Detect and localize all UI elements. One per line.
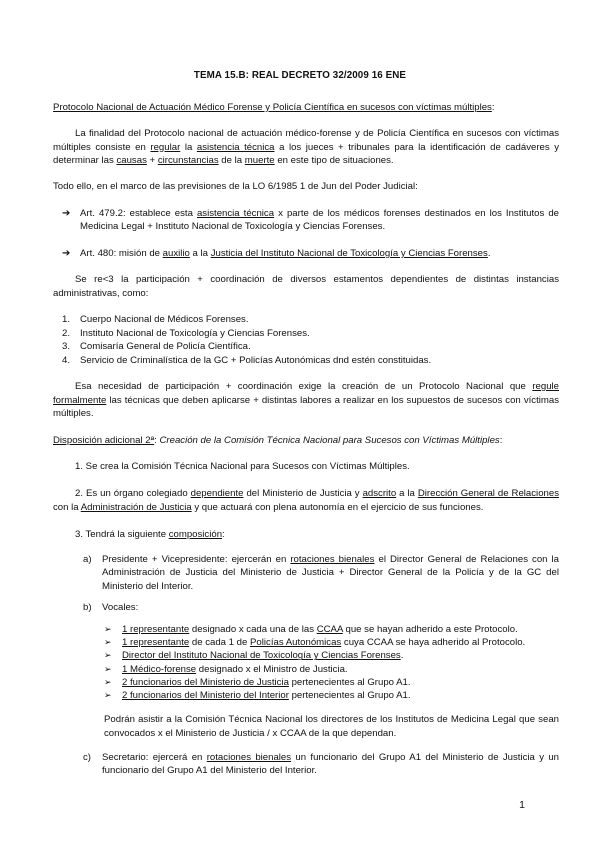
marco-paragraph: Todo ello, en el marco de las previsiones de la LO 6/1985 1 de Jun del Poder Judicial: (53, 181, 418, 192)
arrowhead-icon: ➢ (104, 637, 112, 648)
intro-underline: regular (150, 141, 181, 153)
text: Esa necesidad de participación + coordinación exige la creación de un Protocolo Nacional que (75, 381, 526, 392)
text: Secretario: ejercerá en (102, 752, 203, 763)
sub-label: a) (83, 554, 92, 565)
underline: CCAA (316, 624, 343, 635)
text: : (499, 435, 503, 446)
underline: Policías Autonómicas (250, 637, 342, 649)
text: a la (399, 488, 415, 499)
composicion-c (83, 751, 559, 778)
vocal-text (122, 676, 411, 689)
text: y que actuará con plena autonomía en el ejercicio de sus funciones. (194, 501, 484, 513)
vocal-text (122, 663, 348, 676)
underline: Director del Instituto Nacional de Toxicología y Ciencias Forenses (122, 650, 401, 662)
participacion-paragraph: Se re<3 la participación + coordinación de diversos estamentos dependientes de distintas instancias administrativas, como: (53, 274, 559, 299)
underline: 1 Médico-forense (122, 663, 197, 675)
list-text: Cuerpo Nacional de Médicos Forenses. (80, 314, 249, 325)
text: . (487, 248, 491, 259)
arrow-icon: ➔ (62, 208, 71, 219)
sub-label: b) (83, 602, 92, 613)
organismos-list (62, 313, 552, 367)
text: 3. Tendrá la siguiente (75, 529, 167, 540)
intro-paragraph (53, 127, 559, 168)
disposicion-label: Disposición adicional 2ª (53, 435, 155, 446)
intro-underline: circunstancias (157, 155, 219, 167)
arrow-item-art-480 (62, 247, 559, 260)
vocales-list (104, 623, 559, 702)
underline: regule formalmente (53, 381, 559, 406)
intro-text: de la (221, 155, 243, 167)
composicion-a (83, 553, 559, 593)
arrowhead-icon: ➢ (104, 624, 112, 634)
arrowhead-icon: ➢ (104, 663, 112, 674)
underline: asistencia técnica (196, 208, 275, 219)
vocal-text (122, 649, 403, 662)
document-title: TEMA 15.B: REAL DECRETO 32/2009 16 ENE (193, 70, 407, 81)
section-heading (53, 101, 559, 115)
necesidad-paragraph (53, 380, 559, 421)
point-3 (53, 528, 559, 542)
underline: 1 representante (122, 637, 190, 649)
underline: auxilio (162, 248, 190, 259)
list-item (62, 354, 552, 368)
heading-colon: : (491, 102, 495, 113)
text: Art. 480: misión de (80, 248, 160, 259)
list-item (62, 313, 552, 327)
list-item (104, 636, 559, 649)
text: del Ministerio de Justicia y (246, 488, 360, 499)
underline: rotaciones bienales (290, 554, 375, 565)
underline: composición (168, 529, 223, 540)
arrowhead-icon: ➢ (104, 650, 112, 661)
text: 2. Es un órgano colegiado (75, 488, 188, 499)
text: pertenecientes al Grupo A1. (291, 676, 411, 688)
sub-text (102, 751, 559, 778)
text: x parte de los médicos forenses destinados en los Institutos de Medicina Legal + Instituto Nacional de Toxicología y Ciencias Forenses. (80, 208, 560, 233)
text: designado x el Ministro de Justicia. (198, 663, 348, 675)
intro-underline: causas (116, 155, 147, 167)
intro-text: en este tipo de situaciones. (277, 155, 394, 167)
intro-underline: asistencia técnica (196, 141, 275, 153)
intro-text: La finalidad del Protocolo nacional de actuación médico-forense y de Policía Científica en sucesos con víctimas múltiples consiste en (53, 128, 559, 153)
sub-text (102, 553, 559, 593)
disposicion-heading (53, 434, 559, 448)
underline: 2 funcionarios del Ministerio de Justicia (122, 676, 289, 688)
underline: Administración de Justicia (80, 501, 192, 513)
intro-underline: muerte (244, 155, 275, 167)
point-2 (53, 487, 559, 514)
arrow-item-art-479 (62, 207, 559, 234)
list-text: Servicio de Criminalística de la GC + Policías Autonómicas dnd estén constituidas. (80, 354, 432, 366)
underline: Justicia del Instituto Nacional de Toxicología y Ciencias Forenses (210, 248, 488, 259)
list-text: Instituto Nacional de Toxicología y Ciencias Forenses. (80, 327, 310, 339)
arrowhead-icon: ➢ (104, 690, 112, 701)
text: el Director General de Relaciones con la Administración de Justicia del Ministerio de Justicia + Director General de la Policía y de la GC del Ministerio del Interior. (102, 554, 560, 592)
list-item (104, 649, 559, 662)
arrowhead-icon: ➢ (104, 676, 112, 687)
text: con la (53, 501, 79, 513)
text: un funcionario del Grupo A1 del Ministerio de Justicia y un funcionario del Grupo A1 del Ministerio del Interior. (102, 752, 560, 777)
intro-text: la (184, 141, 193, 153)
list-number: 1. (62, 314, 71, 325)
intro-text: + (149, 155, 156, 167)
text: Presidente + Vicepresidente: ejercerán en (102, 554, 287, 565)
list-item (62, 340, 552, 354)
list-item (62, 327, 552, 341)
page-number: 1 (519, 799, 525, 811)
vocal-text (122, 623, 518, 636)
list-number: 4. (62, 354, 71, 366)
text: Art. 479.2: establece esta (80, 208, 193, 219)
underline: dependiente (190, 488, 244, 499)
arrow-item-text (80, 207, 559, 234)
text: a la (192, 248, 209, 259)
list-item (104, 676, 559, 689)
list-text: Comisaría General de Policía Científica. (80, 341, 251, 352)
heading-text: Protocolo Nacional de Actuación Médico Forense y Policía Científica en sucesos con víctimas múltiples (53, 102, 492, 113)
text: : (154, 435, 157, 446)
text: designado x cada una de las (191, 624, 315, 635)
text: las técnicas que deben aplicarse + distintas labores a realizar en los supuestos de sucesos con víctimas múltiples. (53, 394, 560, 420)
text: que se hayan adherido a este Protocolo. (345, 624, 518, 635)
text: . (400, 650, 404, 662)
sub-text: Vocales: (102, 602, 139, 613)
list-number: 2. (62, 327, 71, 339)
text: : (222, 529, 225, 540)
list-item (104, 689, 559, 702)
text: cuya CCAA se haya adherido al Protocolo. (343, 637, 526, 649)
composicion-b (83, 601, 559, 614)
list-item (104, 663, 559, 676)
arrow-item-text (80, 247, 559, 260)
underline: 2 funcionarios del Ministerio del Interior (122, 690, 289, 702)
list-item (104, 623, 559, 636)
point-1: 1. Se crea la Comisión Técnica Nacional para Sucesos con Víctimas Múltiples. (75, 461, 410, 472)
list-number: 3. (62, 341, 71, 352)
underline: Dirección General de Relaciones (417, 488, 559, 499)
vocal-text (122, 636, 525, 649)
text: pertenecientes al Grupo A1. (291, 690, 411, 702)
text: de cada 1 de (191, 637, 248, 649)
disposicion-title: Creación de la Comisión Técnica Nacional para Sucesos con Víctimas Múltiples (159, 435, 500, 446)
sub-label: c) (83, 752, 91, 763)
podran-paragraph: Podrán asistir a la Comisión Técnica Nacional los directores de los Institutos de Medicina Legal que sean convocados x el Ministerio de Justicia / x CCAA de la que dependan. (104, 714, 559, 739)
vocal-text (122, 689, 411, 702)
arrow-icon: ➔ (62, 248, 71, 259)
underline: 1 representante (122, 624, 190, 635)
underline: rotaciones bienales (206, 752, 292, 763)
intro-text: a los jueces + tribunales para la identificación de cadáveres y determinar las (53, 141, 560, 167)
underline: adscrito (362, 488, 397, 499)
